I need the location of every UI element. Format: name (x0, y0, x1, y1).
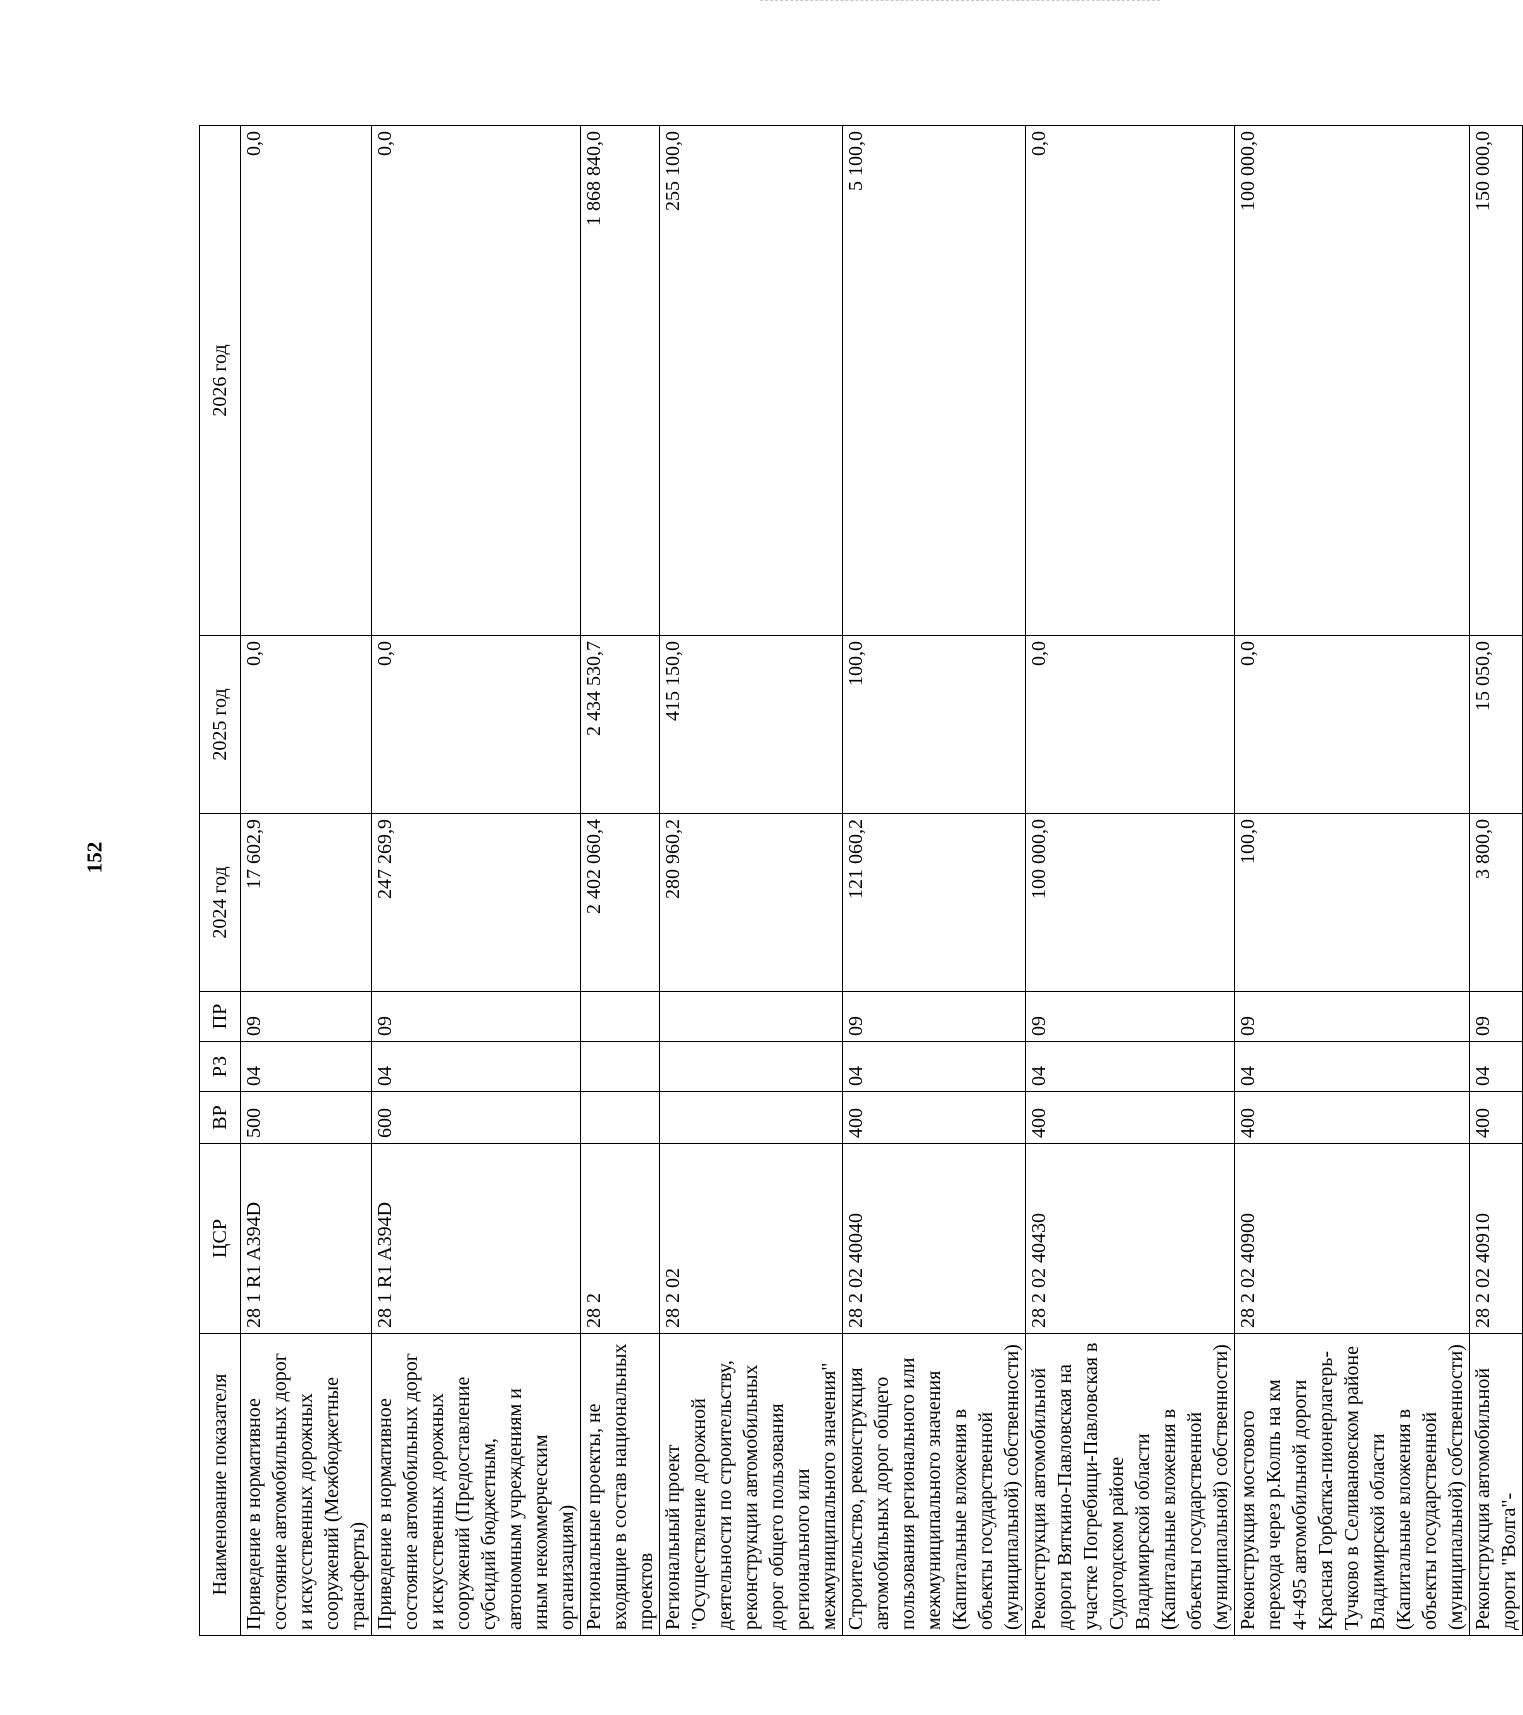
table-row (372, 126, 581, 1636)
cell-2026: 0,0 (1026, 126, 1235, 636)
cell-pr: 09 (1235, 992, 1470, 1042)
cell-2025: 0,0 (1026, 636, 1235, 814)
cell-csr: 28 2 02 (660, 1144, 843, 1334)
cell-vr (581, 1092, 660, 1144)
cell-2026: 150 000,0 (1470, 126, 1523, 636)
cell-2024: 100 000,0 (1026, 814, 1235, 992)
cell-2026: 255 100,0 (660, 126, 843, 636)
cell-2026: 0,0 (372, 126, 581, 636)
cell-rz: 04 (1470, 1042, 1523, 1092)
table-row (1026, 126, 1235, 1636)
page-number: 152 (82, 841, 107, 874)
cell-vr: 400 (1026, 1092, 1235, 1144)
header-2025: 2025 год (200, 636, 241, 814)
cell-rz (581, 1042, 660, 1092)
cell-vr: 500 (241, 1092, 372, 1144)
cell-pr: 09 (1026, 992, 1235, 1042)
cell-pr: 09 (372, 992, 581, 1042)
cell-csr: 28 1 R1 A394D (372, 1144, 581, 1334)
cell-rz: 04 (1026, 1042, 1235, 1092)
cell-vr (660, 1092, 843, 1144)
cell-pr (660, 992, 843, 1042)
budget-table (199, 125, 1523, 1636)
cell-2024: 280 960,2 (660, 814, 843, 992)
table-row (581, 126, 660, 1636)
cell-2024: 3 800,0 (1470, 814, 1523, 992)
table-header-row (200, 126, 241, 1636)
cell-pr: 09 (241, 992, 372, 1042)
cell-2025: 0,0 (1235, 636, 1470, 814)
cell-2025: 100,0 (843, 636, 1026, 814)
cell-2024: 247 269,9 (372, 814, 581, 992)
cell-2025: 0,0 (372, 636, 581, 814)
cell-name: Реконструкция автомобильной дороги "Волга"- (1470, 1334, 1523, 1636)
scan-edge-mark (760, 0, 1160, 3)
cell-2026: 1 868 840,0 (581, 126, 660, 636)
cell-csr: 28 2 (581, 1144, 660, 1334)
header-pr: ПР (200, 992, 241, 1042)
cell-rz: 04 (1235, 1042, 1470, 1092)
cell-name: Приведение в нормативное состояние автомобильных дорог и искусственных дорожных сооружений (Межбюджетные трансферты) (241, 1334, 372, 1636)
cell-2024: 2 402 060,4 (581, 814, 660, 992)
cell-2024: 121 060,2 (843, 814, 1026, 992)
cell-name: Реконструкция мостового перехода через р.Колпь на км 4+495 автомобильной дороги Красная Горбатка-пионерлагерь-Тучково в Селивановском районе Владимирской области (Капитальные вложения в объекты государственной (муниципальной) собственности) (1235, 1334, 1470, 1636)
cell-2025: 415 150,0 (660, 636, 843, 814)
cell-2025: 15 050,0 (1470, 636, 1523, 814)
cell-vr: 400 (1235, 1092, 1470, 1144)
header-name: Наименование показателя (200, 1334, 241, 1636)
header-vr: ВР (200, 1092, 241, 1144)
table-row (1470, 126, 1523, 1636)
table-row (241, 126, 372, 1636)
header-2026: 2026 год (200, 126, 241, 636)
cell-rz: 04 (843, 1042, 1026, 1092)
cell-pr: 09 (843, 992, 1026, 1042)
header-csr: ЦСР (200, 1144, 241, 1334)
header-2024: 2024 год (200, 814, 241, 992)
cell-csr: 28 2 02 40900 (1235, 1144, 1470, 1334)
cell-2026: 5 100,0 (843, 126, 1026, 636)
cell-vr: 400 (843, 1092, 1026, 1144)
cell-2026: 0,0 (241, 126, 372, 636)
cell-pr (581, 992, 660, 1042)
cell-name: Реконструкция автомобильной дороги Вяткино-Павловская на участке Погребищи-Павловская в Судогодском районе Владимирской области (Капитальные вложения в объекты государственной (муниципальной) собственности) (1026, 1334, 1235, 1636)
cell-2025: 2 434 530,7 (581, 636, 660, 814)
table-row (660, 126, 843, 1636)
cell-2024: 17 602,9 (241, 814, 372, 992)
table-row (1235, 126, 1470, 1636)
cell-pr: 09 (1470, 992, 1523, 1042)
cell-2024: 100,0 (1235, 814, 1470, 992)
cell-csr: 28 2 02 40910 (1470, 1144, 1523, 1334)
cell-csr: 28 2 02 40040 (843, 1144, 1026, 1334)
table-row (843, 126, 1026, 1636)
cell-2025: 0,0 (241, 636, 372, 814)
cell-rz: 04 (241, 1042, 372, 1092)
cell-rz: 04 (372, 1042, 581, 1092)
header-rz: РЗ (200, 1042, 241, 1092)
cell-name: Региональный проект "Осуществление дорожной деятельности по строительству, реконструкции автомобильных дорог общего пользования регионального или межмуниципального значения" (660, 1334, 843, 1636)
cell-rz (660, 1042, 843, 1092)
rotated-table-wrapper (199, 126, 1520, 1636)
cell-vr: 600 (372, 1092, 581, 1144)
cell-name: Региональные проекты, не входящие в состав национальных проектов (581, 1334, 660, 1636)
cell-csr: 28 1 R1 A394D (241, 1144, 372, 1334)
cell-name: Приведение в нормативное состояние автомобильных дорог и искусственных дорожных сооружений (Предоставление субсидий бюджетным, автономным учреждениям и иным некоммерческим организациям) (372, 1334, 581, 1636)
cell-csr: 28 2 02 40430 (1026, 1144, 1235, 1334)
cell-vr: 400 (1470, 1092, 1523, 1144)
cell-2026: 100 000,0 (1235, 126, 1470, 636)
cell-name: Строительство, реконструкция автомобильных дорог общего пользования регионального или межмуниципального значения (Капитальные вложения в объекты государственной (муниципальной) собственности) (843, 1334, 1026, 1636)
